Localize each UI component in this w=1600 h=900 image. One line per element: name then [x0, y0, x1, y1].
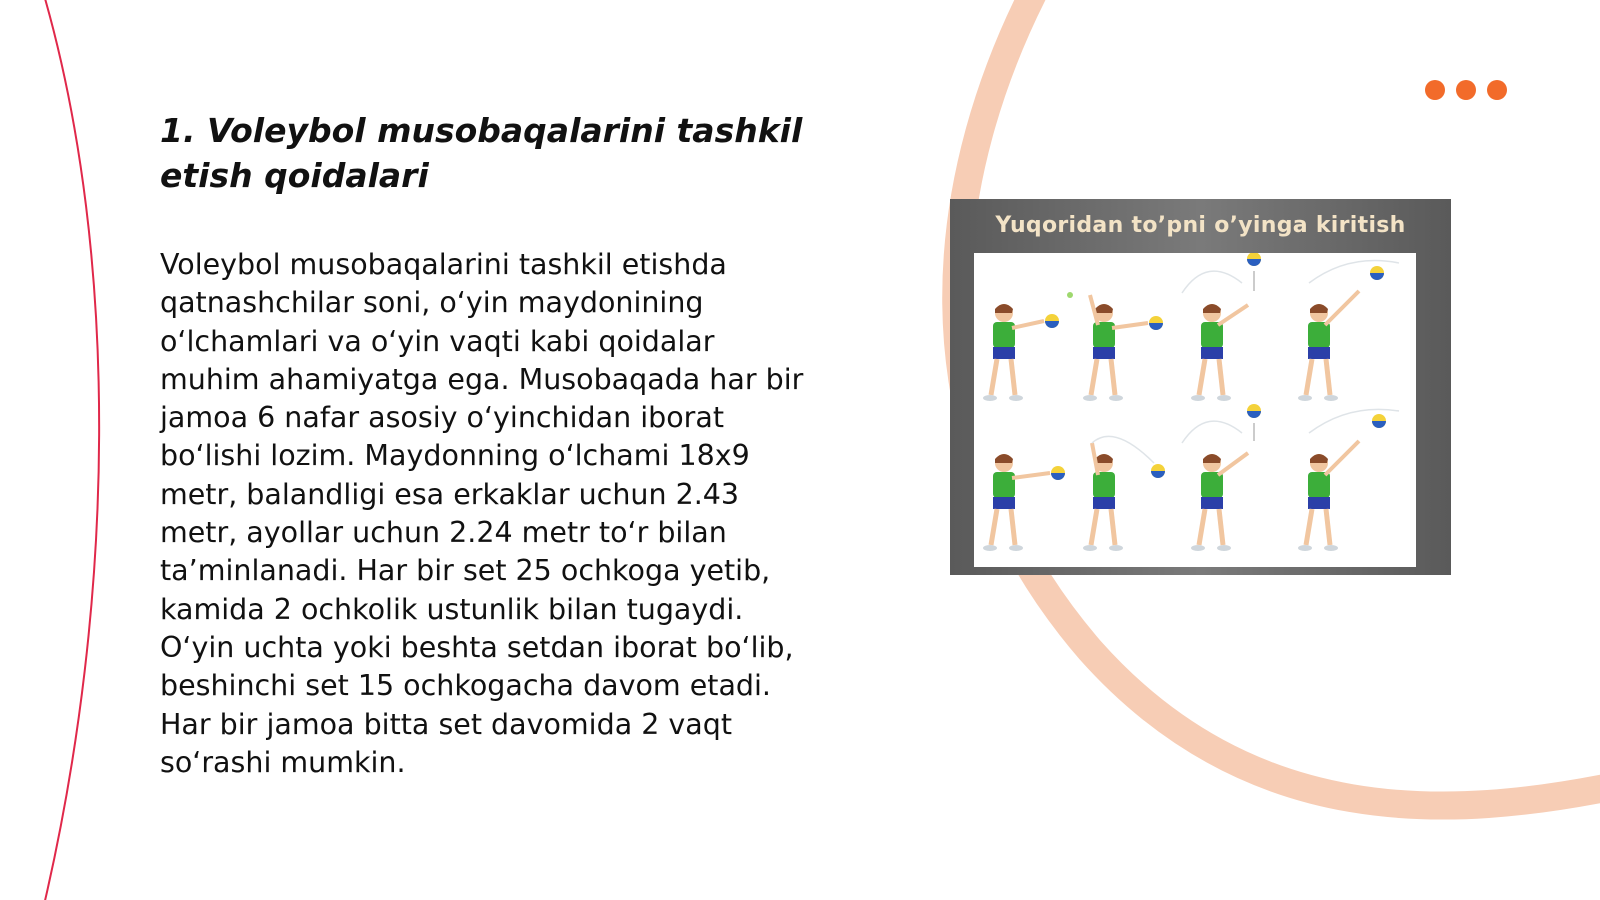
volleyball-players-icon — [974, 253, 1416, 567]
slide-title: 1. Voleybol musobaqalarini tashkil etish qoidalari — [160, 111, 803, 195]
slide-body-text: Voleybol musobaqalarini tashkil etishda qatnashchilar soni, o‘yin maydonining o‘lchamlari va o‘yin vaqti kabi qoidalar muhim ahamiyatga ega. Musobaqada har bir jamoa 6 nafar asosiy o‘yinchidan iborat bo‘lishi lozim. Maydonning o‘lchami 18x9 metr, balandligi esa erkaklar uchun 2.43 metr, ayollar uchun 2.24 metr to‘r bilan ta’minlanadi. Har bir set 25 ochkoga yetib, kamida 2 ochkolik ustunlik bilan tugaydi. O‘yin uchta yoki beshta setdan iborat bo‘lib, beshinchi set 15 ochkogacha davom etadi. Har bir jamoa bitta set davomida 2 vaqt so‘rashi mumkin. — [160, 248, 804, 779]
decorative-red-line — [44, 0, 99, 900]
figure-caption: Yuqoridan to’pni o’yinga kiritish — [995, 213, 1406, 238]
serve-illustration — [950, 199, 1451, 575]
dot-icon — [1425, 80, 1445, 100]
dot-icon — [1487, 80, 1507, 100]
dots-menu-icon — [1425, 80, 1507, 100]
dot-icon — [1456, 80, 1476, 100]
figure-panel — [974, 253, 1416, 567]
